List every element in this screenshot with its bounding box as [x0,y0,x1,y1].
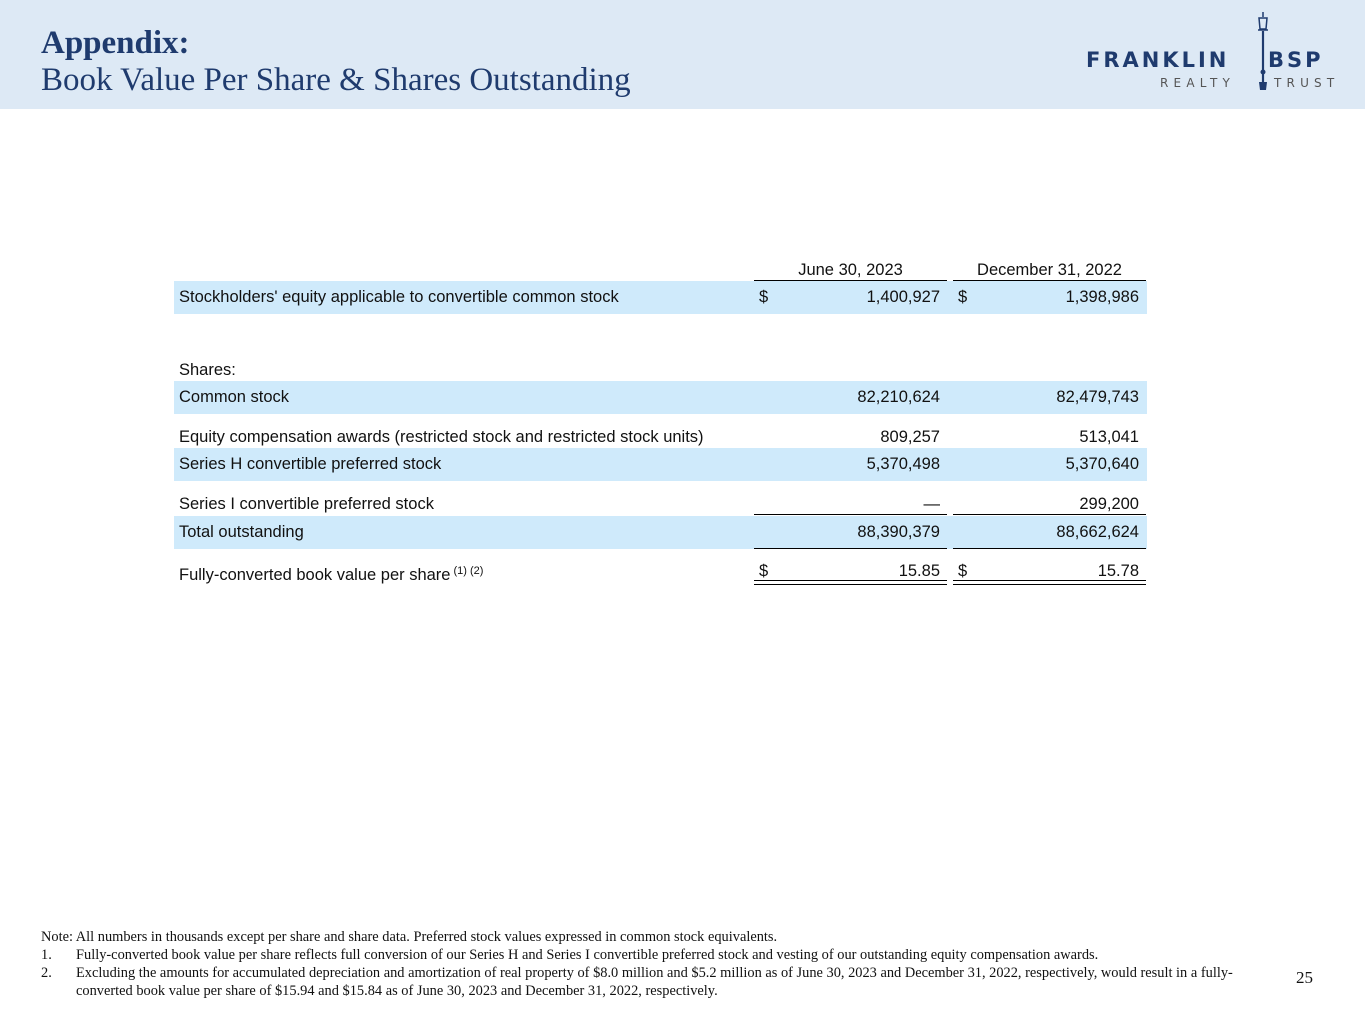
cell-june-2023: 809,257 [880,428,940,446]
cell-june-2023: 82,210,624 [857,388,940,406]
cell-dec-2022: 88,662,624 [1056,523,1139,541]
row-label-text: Fully-converted book value per share [179,566,451,584]
row-label: Series H convertible preferred stock [179,455,442,473]
cell-june-2023: 5,370,498 [866,455,940,473]
total-underline [754,548,947,549]
cell-dec-2022: 299,200 [1079,495,1139,513]
note-intro: Note: All numbers in thousands except per share and share data. Preferred stock values expressed in common stock equivalents. [41,929,778,945]
footnote-item [41,964,1281,1000]
total-underline [953,548,1146,549]
double-underline [953,580,1146,585]
row-label: Series I convertible preferred stock [179,495,434,513]
row-label: Stockholders' equity applicable to convertible common stock [179,288,619,306]
cell-dec-2022: 5,370,640 [1065,455,1139,473]
header-bar [0,0,1365,109]
footnote-text: Fully-converted book value per share reflects full conversion of our Series H and Series I convertible preferred stock and vesting of our outstanding equity compensation awards. [76,947,1099,963]
footnote-item [41,946,1281,964]
cell-june-2023: 88,390,379 [857,523,940,541]
logo-word-trust: TRUST [1274,76,1340,90]
cell-dec-2022: 15.78 [1097,562,1139,580]
page-number: 25 [1296,968,1313,987]
col-header-dec-2022: December 31, 2022 [977,261,1122,279]
row-label: Equity compensation awards (restricted stock and restricted stock units) [179,428,704,446]
table-row-total-outstanding [174,516,1147,549]
table-row-equity [174,281,1147,314]
row-label: Common stock [179,388,290,406]
double-underline [754,580,947,585]
logo-word-realty: REALTY [1160,76,1236,90]
section-label: Shares: [179,361,236,379]
footnote-text: Excluding the amounts for accumulated depreciation and amortization of real property of $8.0 million and $5.2 million as of June 30, 2023 and December 31, 2022, respectively, would result in a fully-converted book value per share of $15.94 and $15.84 as of June 30, 2023 and December 31, 2022, respectively. [76,965,1233,999]
logo-word-franklin: FRANKLIN [1086,48,1230,72]
cell-june-2023: — [923,495,940,513]
table-row-series-h [174,448,1147,481]
footnotes [41,928,1281,1000]
footnote-number: 2. [41,965,52,981]
cell-dec-2022: 82,479,743 [1056,388,1139,406]
cell-june-2023: 15.85 [898,562,940,580]
subtotal-underline [754,514,947,515]
table-row-common-stock [174,381,1147,414]
row-label: Total outstanding [179,523,304,541]
currency-symbol: $ [958,562,968,580]
currency-symbol: $ [759,288,769,306]
logo-word-bsp: BSP [1268,48,1324,72]
cell-dec-2022: 1,398,986 [1065,288,1139,306]
page-subtitle: Book Value Per Share & Shares Outstanding [41,62,631,98]
currency-symbol: $ [759,562,769,580]
page-title: Appendix: [41,25,190,61]
cell-dec-2022: 513,041 [1079,428,1139,446]
company-logo [1082,12,1352,92]
currency-symbol: $ [958,288,968,306]
row-label [179,555,483,592]
footnote-number: 1. [41,947,52,963]
subtotal-underline [953,514,1146,515]
footnote-refs: (1) (2) [453,565,484,577]
col-header-june-2023: June 30, 2023 [798,261,903,279]
lamp-post-icon [1254,12,1272,90]
cell-june-2023: 1,400,927 [866,288,940,306]
